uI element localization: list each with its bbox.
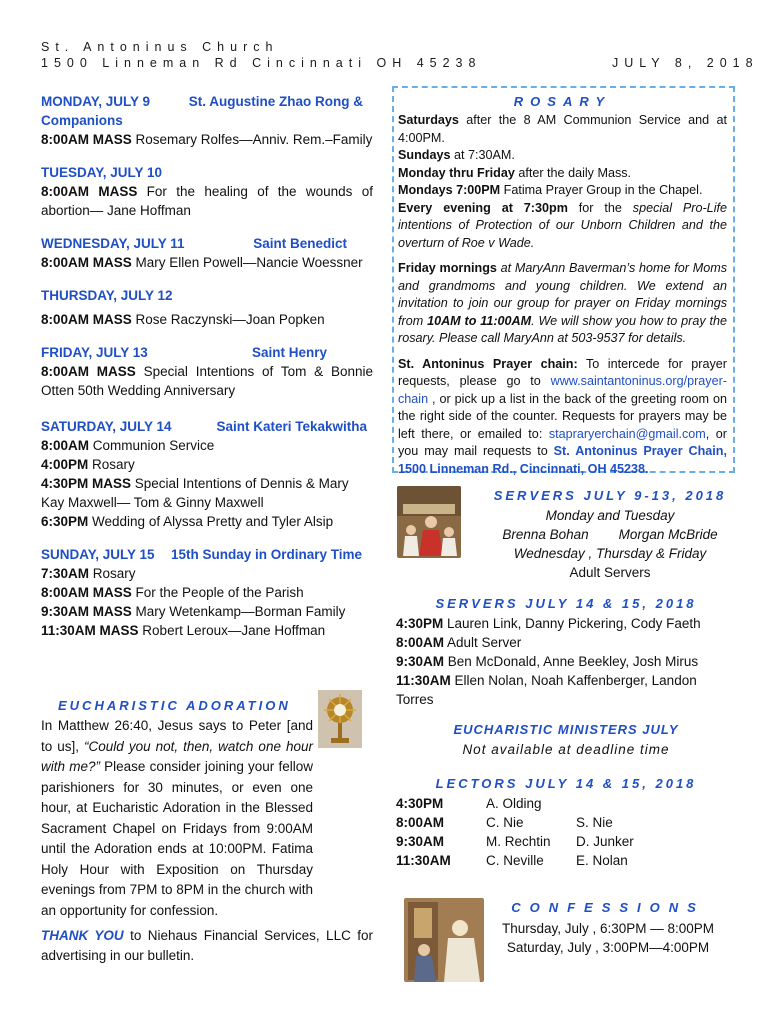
rosary-weekday-text: after the daily Mass. — [514, 165, 632, 180]
entry-label: 7:30AM — [41, 566, 90, 581]
mass-intention: Rosemary Rolfes—Anniv. Rem.–Family — [131, 132, 373, 147]
rosary-friday-text: at MaryAnn Baverman’s home for Moms and grandmoms and young children. We extend an invitation to join our group for prayer on Friday mornings from — [398, 261, 728, 328]
server-names: Ellen Nolan, Noah Kaffenberger, Landon Torres — [396, 673, 697, 707]
prayer-chain-address: St. Antoninus Prayer Chain, 1500 Linneman Rd., Cincinnati, OH 45238. — [398, 444, 727, 476]
prayer-chain-text2: , or pick up a list in the back of the greeting room on the right side of the counter. Requests for prayers may be left there, or emailed to: — [398, 391, 727, 441]
rosary-sat-text: after the 8 AM Communion Service and at 4:00PM. — [398, 113, 727, 145]
ministers-text: Not available at deadline time — [462, 742, 670, 757]
prayer-chain-email[interactable]: stapraryerchain@gmail.com — [548, 426, 706, 441]
confessions-thursday: Thursday, July , 6:30PM — 8:00PM — [501, 921, 715, 936]
rosary-evening-label: Every evening at 7:30pm — [398, 200, 568, 215]
server-names: Ben McDonald, Anne Beekley, Josh Mirus — [444, 654, 699, 669]
rosary-evening-text: for the — [567, 200, 633, 215]
prayer-chain-label: St. Antoninus Prayer chain: — [398, 356, 578, 371]
day-label: SATURDAY, JULY 14 — [41, 419, 172, 434]
saint-name: 15th Sunday in Ordinary Time — [171, 547, 363, 562]
entry-label: 8:00AM — [41, 438, 90, 453]
rosary-title: ROSARY — [513, 94, 612, 109]
thank-you-label: THANK YOU — [41, 928, 124, 943]
adoration-body: Please consider joining your fellow parishioners for 30 minutes, or even one hour, at Eucharistic Adoration in the Blessed Sacrament Chapel on Fridays from 9:00AM until the Adoration ends at 10:00PM. Fatima Holy Hour with Exposition on Thursday evenings from 7PM to 8PM in the church with an opportunity for confession. — [41, 759, 313, 918]
entry-label: 4:00PM — [41, 457, 89, 472]
rosary-monday-text: Fatima Prayer Group in the Chapel. — [500, 183, 703, 197]
servers-weekday-title: SERVERS JULY 9-13, 2018 — [493, 488, 727, 503]
lector-name: A. Olding — [486, 796, 542, 811]
adoration-intro: In Matthew 26:40, Jesus says to Peter [and to us], — [41, 718, 313, 754]
lector-time: 8:00AM — [396, 815, 445, 830]
saint-name-cont: Companions — [41, 113, 123, 128]
confession-icon — [404, 898, 484, 982]
rosary-box — [392, 86, 735, 476]
entry-text: Communion Service — [89, 438, 215, 453]
servers-weekend-title: SERVERS JULY 14 & 15, 2018 — [435, 596, 697, 611]
ministers-title: EUCHARISTIC MINISTERS JULY — [453, 722, 679, 737]
day-label: FRIDAY, JULY 13 — [41, 345, 148, 360]
thank-you — [41, 926, 373, 966]
lectors-title: LECTORS JULY 14 & 15, 2018 — [435, 776, 697, 791]
lector-name: C. Neville — [486, 853, 544, 868]
rosary-evening-intentions: special Pro-Life intentions of Protection of our Unborn Children and the overturn of Roe v Wade. — [398, 200, 727, 250]
servers-weekday — [470, 488, 750, 582]
church-address: 1500 Linneman Rd Cincinnati OH 45238 — [41, 56, 482, 70]
rosary-sat-label: Saturdays — [398, 113, 459, 127]
schedule-saturday — [41, 417, 373, 531]
day-label: SUNDAY, JULY 15 — [41, 547, 155, 562]
entry-text: Rosary — [89, 566, 136, 581]
schedule-sunday — [41, 545, 373, 640]
servers-weekday-line4: Adult Servers — [569, 565, 651, 580]
entry-label: 11:30AM MASS — [41, 623, 139, 638]
entry-text: Rosary — [88, 457, 135, 472]
saint-name: Saint Kateri Tekakwitha — [216, 419, 367, 434]
ministers — [396, 722, 736, 759]
adoration-quote: “Could you not, then, watch one hour with me?” — [41, 738, 313, 774]
server-names: Adult Server — [444, 635, 522, 650]
server-time: 4:30PM — [396, 616, 444, 631]
entry-label: 4:30PM MASS — [41, 476, 132, 491]
schedule-wednesday — [41, 234, 373, 272]
lector-time: 4:30PM — [396, 796, 444, 811]
saint-name: Saint Henry — [251, 345, 327, 360]
rosary-sun-label: Sundays — [398, 148, 451, 162]
rosary-friday-hours: 10AM to 11:00AM — [427, 313, 532, 328]
server-name: Brenna Bohan — [502, 527, 589, 542]
rosary-weekday-label: Monday thru Friday — [398, 165, 515, 180]
schedule-tuesday — [41, 163, 373, 220]
mass-label: 8:00AM MASS — [41, 255, 132, 270]
entry-text: Special Intentions of Dennis & Mary Kay Maxwell— Tom & Ginny Maxwell — [41, 476, 349, 510]
adoration-intro-block — [41, 716, 313, 921]
schedule-monday — [41, 92, 373, 149]
altar-servers-image — [397, 486, 461, 558]
server-time: 11:30AM — [396, 673, 451, 688]
rosary-friday-label: Friday mornings — [398, 261, 497, 275]
prayer-chain-text3: , or you may mail requests to — [398, 426, 727, 458]
lector-name: E. Nolan — [576, 853, 628, 868]
server-name: Morgan McBride — [618, 527, 718, 542]
mass-label: 8:00AM MASS — [41, 132, 132, 147]
lector-name: M. Rechtin — [486, 834, 551, 849]
lector-name: C. Nie — [486, 815, 524, 830]
mass-intention: Mary Ellen Powell—Nancie Woessner — [131, 255, 363, 270]
server-names: Lauren Link, Danny Pickering, Cody Faeth — [443, 616, 701, 631]
day-label: TUESDAY, JULY 10 — [41, 165, 163, 180]
confessions-title: CONFESSIONS — [511, 900, 705, 915]
prayer-chain-text: To intercede for prayer requests, please go to — [398, 356, 727, 388]
rosary-monday-label: Mondays 7:00PM — [398, 183, 501, 197]
bulletin-date: JULY 8, 2018 — [612, 56, 759, 70]
saint-name: St. Augustine Zhao Rong & — [188, 94, 363, 109]
servers-weekday-line1: Monday and Tuesday — [545, 508, 675, 523]
day-label: THURSDAY, JULY 12 — [41, 288, 173, 303]
rosary-friday-text2: . We will show you how to pray the rosary. Please call MaryAnn at 503-9537 for details. — [398, 313, 728, 345]
day-label: MONDAY, JULY 9 — [41, 94, 151, 109]
entry-text: Robert Leroux—Jane Hoffman — [138, 623, 326, 638]
lector-time: 11:30AM — [396, 853, 451, 868]
mass-intention: For the healing of the wounds of abortion— Jane Hoffman — [41, 184, 373, 218]
prayer-chain-link[interactable]: www.saintantoninus.org/prayer-chain — [398, 374, 727, 406]
entry-text: For the People of the Parish — [131, 585, 304, 600]
confessions-saturday: Saturday, July , 3:00PM—4:00PM — [506, 940, 710, 955]
lector-time: 9:30AM — [396, 834, 445, 849]
entry-label: 9:30AM MASS — [41, 604, 132, 619]
schedule-friday — [41, 343, 373, 400]
server-time: 8:00AM — [396, 635, 445, 650]
weekly-schedule — [41, 92, 373, 640]
confession-image — [404, 898, 484, 982]
schedule-thursday — [41, 286, 373, 329]
entry-text: Wedding of Alyssa Pretty and Tyler Alsip — [88, 514, 334, 529]
servers-weekday-line3: Wednesday , Thursday & Friday — [513, 546, 707, 561]
confessions — [488, 900, 728, 957]
day-label: WEDNESDAY, JULY 11 — [41, 236, 185, 251]
saint-name: Saint Benedict — [253, 236, 347, 251]
mass-label: 8:00AM MASS — [41, 184, 138, 199]
servers-weekend — [396, 596, 736, 709]
lector-name: S. Nie — [576, 815, 613, 830]
church-name: St. Antoninus Church — [41, 40, 279, 54]
lectors — [396, 776, 736, 870]
mass-intention: Special Intentions of Tom & Bonnie Otten 50th Wedding Anniversary — [41, 364, 373, 398]
mass-label: 8:00AM MASS — [41, 364, 136, 379]
mass-label: 8:00AM MASS — [41, 312, 132, 327]
entry-text: Mary Wetenkamp—Borman Family — [131, 604, 346, 619]
thank-you-text: to Niehaus Financial Services, LLC for advertising in our bulletin. — [41, 928, 373, 963]
altar-icon — [397, 486, 461, 558]
lector-name: D. Junker — [576, 834, 634, 849]
entry-label: 8:00AM MASS — [41, 585, 132, 600]
entry-label: 6:30PM — [41, 514, 89, 529]
rosary-sun-text: at 7:30AM. — [450, 148, 515, 162]
adoration-title: EUCHARISTIC ADORATION — [58, 698, 291, 713]
server-time: 9:30AM — [396, 654, 445, 669]
mass-intention: Rose Raczynski—Joan Popken — [131, 312, 325, 327]
